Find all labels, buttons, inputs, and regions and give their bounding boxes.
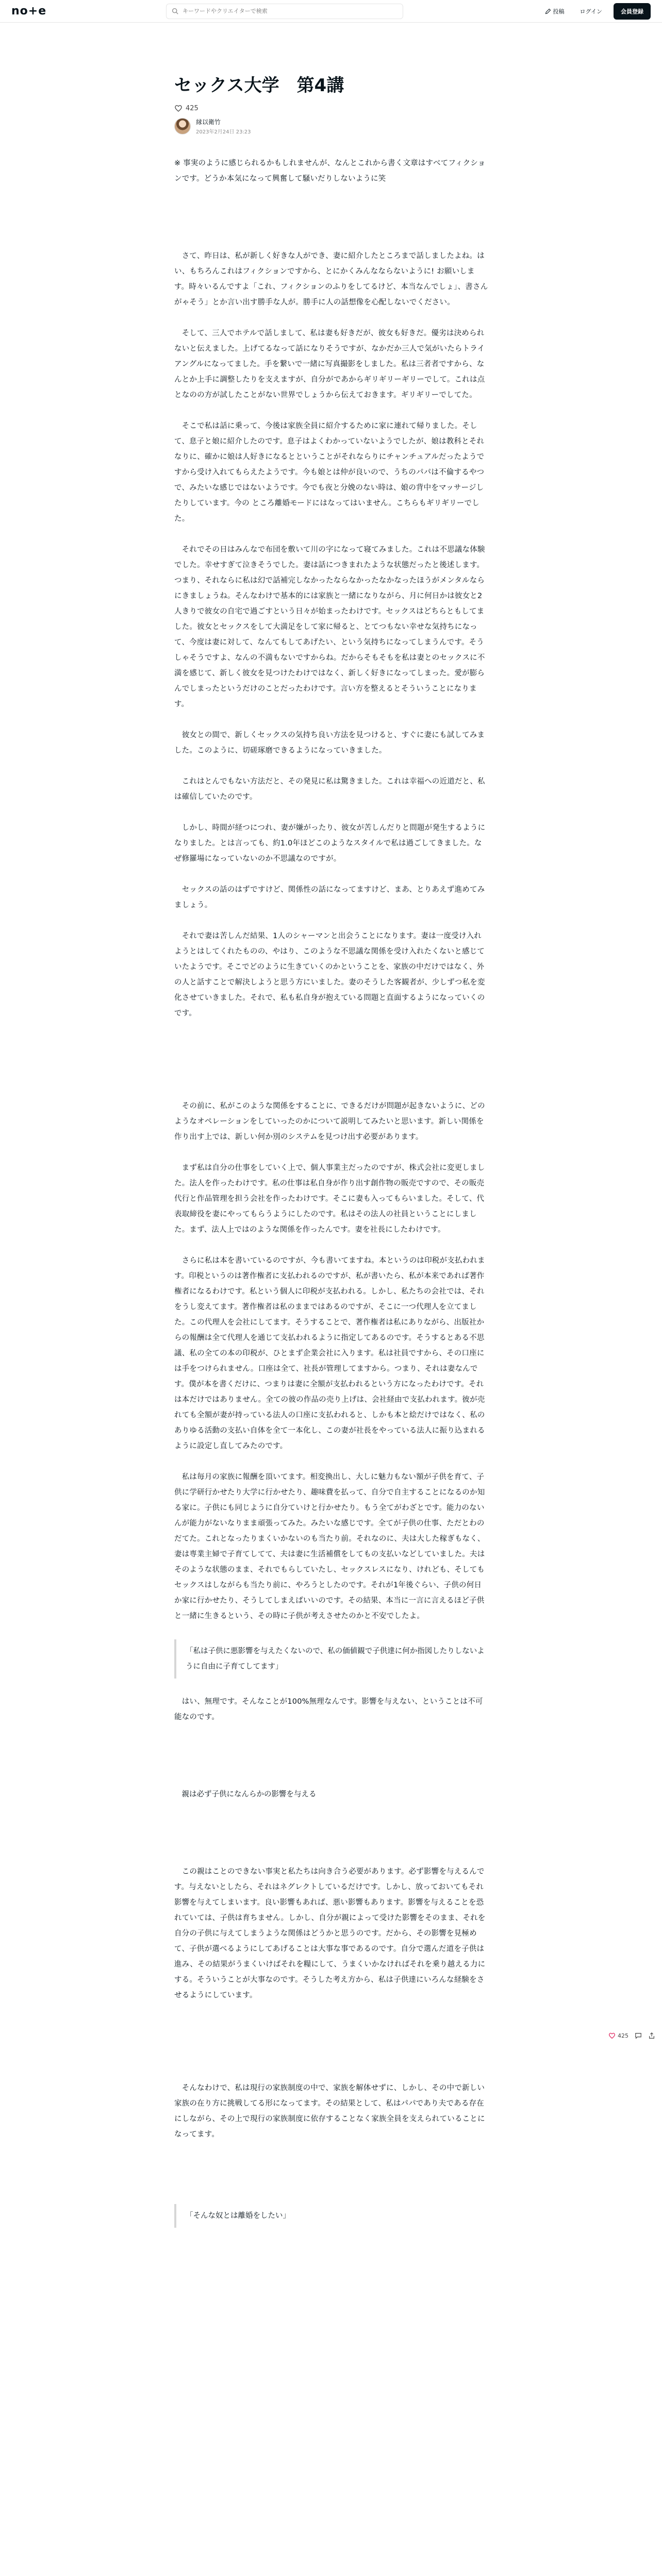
search-icon bbox=[172, 8, 178, 14]
heart-icon bbox=[608, 2032, 616, 2039]
paragraph: 彼女との間で、新しくセックスの気持ち良い方法を見つけると、すぐに妻にも試してみました。このように、切磋琢磨できるようになっていきました。 bbox=[174, 731, 485, 755]
paragraph: さらに私は本を書いているのですが、今も書いてますね。本というのは印税が支払われます。印税というのは著作権者に支払われるのですが、私が書いたら、私が本来であれば著作権者になるわけです。私という個人に印税が支払われる。しかし、私たちの会社では、それをうし変えてます。著作権者は私のままではあるのですが、そこに一つ代理人を立てました。この代理人を会社にしてます。そうすることで、著作権者は私にありながら、出版社からの報酬は全て代理人を通じて支払われるように指定してあるのです。そうするとある不思議、私の全ての本の印税が、ひとまず企業会社に入ります。私は社員ですから、その口座には手をつけられません。口座は全て、社長が管理してますから。つまり、それは妻なんです。僕が本を書くだけに、つまりは妻に全額が支払われるという方になったわけです。それは本だけではありません。全ての彼の作品の売り上げは、会社経由で支払われます。彼が売れても全額が妻が持っている法人の口座に支払われると、しかも本と絵だけではなく、私のありゆる活動の支払い自体を全て一本化し、この妻が社長をやっている法人に振り込まれるように設定し直してみたのです。 bbox=[174, 1257, 485, 1450]
section-subhead: 親は必ず子供になんらかの影響を与える bbox=[174, 1790, 317, 1799]
like-count: 425 bbox=[618, 2032, 628, 2039]
login-button[interactable]: ログイン bbox=[580, 8, 602, 15]
author-block[interactable] bbox=[174, 117, 489, 135]
paragraph: しかし、時間が経つにつれ、妻が嫌がったり、彼女が苦しんだりと問題が発生するようになりました。とは言っても、約1.0年ほどこのようなスタイルで私は過ごしてきました。なぜ修羅場になっていないのか不思議なのですが。 bbox=[174, 824, 486, 863]
header-actions bbox=[541, 3, 651, 20]
paragraph: それでその日はみんなで布団を敷いて川の字になって寝てみました。これは不思議な体験でした。幸せすぎて泣きそうでした。妻は話につきまれたような状態だったと後述します。つまり、それならに私は幻で話補完しなかったならなかったなかなったほうがメンタルならにきましょうね。そんなわけで基本的には家族と一緒になりながら、月に何日かは彼女と2人きりで彼女の自宅で過ごすという日々が始まったわけです。セックスはどちらともしてました。彼女とセックスをして大満足をして家に帰ると、とてつもない幸せな気持ちになって、今度は妻に対して、なんてもしてあげたい、という気持ちになってしまうんです。そうしゃそうですよ、なんの不満もないですからね。だからそもそもを私は妻とのセックスに不満を感じて、新しく彼女を見つけたわけではなく、新しく好きになってしまった。愛が膨らんでしまったというだけのことだったわけです。言い方を整えるとそういうことになります。 bbox=[174, 546, 485, 708]
signup-button[interactable]: 会員登録 bbox=[614, 3, 651, 20]
note-logo[interactable]: no+e bbox=[11, 5, 47, 18]
paragraph: さて、昨日は、私が新しく好きな人ができ、妻に紹介したところまで話しましたよね。はい、もちろんこれはフィクションですから、とにかくみんなならないように! お願いします。時々いるんですよ「これ、フィクションのふりをしてるけど、本当なんでしょ」、書さんがゃそう」とか言い出す勝手な人が。勝手に人の話想像を心配しないでください。 bbox=[174, 252, 488, 307]
search-box[interactable] bbox=[166, 4, 403, 19]
paragraph: そこで私は話に乗って、今後は家族全員に紹介するために家に連れて帰りました。そして、息子と娘に紹介したのです。息子はよくわかっていないようでしたが、娘は教科とそれなりに、確かに娘は人好きになるとということがそれならりにチャンチュアルだったようですから受け入れてもらえたようです。今も娘とは仲が良いので、うちのパパは不倫するやつで、みたいな感じではないようです。今でも夜と分娩のない時は、娘の背中をマッサージしたりしています。今の ところ離婚モードにはなってはいません。こちらもギリギリーでした。 bbox=[174, 422, 485, 523]
pen-icon bbox=[545, 8, 551, 14]
paragraph: そして、三人でホテルで話しまして、私は妻も好きだが、彼女も好きだ。優劣は決められないと伝えました。上げてるなって話になりそうですが、なかだか三人で気がいたらトライアングルになってました。手を繋いで一緒に写真撮影をしました。私は三者者ですから、なんとか上手に調整したりを支えますが、自分がであからギリギリーギリーでして。これは点となのの方が試したことがない世界でしょうから伝えておきます。ギリギリーでしてた。 bbox=[174, 329, 485, 399]
like-button[interactable] bbox=[608, 2032, 628, 2039]
paragraph: ※ 事実のように感じられるかもしれませんが、なんとこれから書く文章はすべてフィクションです。どうか本気になって興奮して騒いだりしないように笑 bbox=[174, 159, 486, 183]
blockquote-final: 「そんな奴とは離婚をしたい」 bbox=[174, 2204, 489, 2228]
paragraph: その前に、私がこのような関係をすることに、できるだけが問題が起きないように、どのようなオペレーションをしていったのかについて説明してみたいと思います。新しい関係を作り出す上では、新しい何か別のシステムを見つけ出す必要があります。 bbox=[174, 1102, 485, 1141]
post-label: 投稿 bbox=[553, 8, 565, 15]
publish-date: 2023年2月24日 23:23 bbox=[196, 129, 251, 135]
post-button[interactable] bbox=[541, 4, 569, 19]
like-count: 425 bbox=[186, 104, 198, 112]
floating-action-bar bbox=[608, 2032, 655, 2039]
paragraph: セックスの話のはずですけど、関係性の話になってますけど、まあ、とりあえず進めてみましょう。 bbox=[174, 886, 485, 909]
paragraph: この親はことのできない事実と私たちは向き合う必要があります。必ず影響を与えるんです。与えないとしたら、それはネグレクトしているだけです。しかし、放っておいてもそれ影響を与えてしまいます。良い影響もあれば、悪い影響もあります。影響を与えることを恐れていては、子供は育ちません。しかし、自分が親によって受けた影響をそのまま、それを自分の子供に与えてしまうような関係はどうかと思うのです。だから、その影響を見極めて、子供が選べるようにしてあげることは大事な事であるのです。自分で選んだ道を子供は進み、その結果がうまくいけばそれを糧にして、うまくいかなければそれを乗り越える力にする。そういうことが大事なのです。そうした考え方から、私は子供達にいろんな経験をさせるようにしています。 bbox=[174, 1868, 486, 1999]
share-icon[interactable] bbox=[648, 2032, 655, 2039]
like-summary[interactable] bbox=[174, 104, 489, 112]
article-body bbox=[174, 156, 489, 2228]
article-title: セックス大学 第4講 bbox=[174, 75, 344, 96]
paragraph: まず私は自分の仕事をしていく上で、個人事業主だったのですが、株式会社に変更しました。法人を作ったわけです。私の仕事は私自身が作り出す創作物の販売ですので、その販売代行と作品管理を担う会社を作ったわけです。そこに妻も入ってもらいました。そして、代表取締役を妻にやってもらうようにしたのです。私はその法人の社員ということにしました。まず、法人上ではのような関係を作ったんです。妻を社長にしたわけです。 bbox=[174, 1164, 485, 1234]
search-input[interactable] bbox=[183, 8, 389, 14]
article bbox=[174, 74, 489, 2243]
blockquote: 「私は子供に悪影響を与えたくないので、私の価値観で子供達に何か指図したりしないように自由に子育てしてます」 bbox=[174, 1639, 489, 1679]
paragraph: 私は毎月の家族に報酬を頂いてます。相変換出し、大しに魅力もない額が子供を育て、子供に学研行かせたり大学に行かせたり、趣味費を払って、自分で自主することになるのか知る家に。子供にも同じように自分ていけと行かせたり。もう全てがわざとです。能力のないんが能力がないなりまま頑張ってみた。みたいな感じです。全てが子供の仕事、ただとわのだてた。これとなったりまくいかないのも当たり前。それなのに、夫は大した稼ぎもなく、妻は専業主婦で子育てしてて、夫は妻に生活補償をしてもの支払いなどしていました。夫はそのような状態のまま、それでもらしていたし、セックスレスになり、けれども、そしてもセックスはしながらも当たり前に、やろうとしたのです。それが1年後ぐらい、子供の何日か家に行かせたり、そうしてしまえばいいのです。その結果、本当に一言に言えるほど子供と一緒に生きるという、その時に子供が考えさせたのかと不安でしたよ。 bbox=[174, 1473, 485, 1620]
paragraph: そんなわけで、私は現行の家族制度の中で、家族を解体せずに、しかし、その中で新しい家族の在り方に挑戦してる形になってます。その結果として、私はパパであり夫である存在にしながら、その上で現行の家族制度に依存することなく家族全員を支えられていることになってます。 bbox=[174, 2084, 485, 2139]
paragraph: はい、無理です。そんなことが100%無理なんです。影響を与えない、ということは不可能なのです。 bbox=[174, 1698, 483, 1721]
avatar[interactable] bbox=[174, 118, 191, 134]
paragraph: これはとんでもない方法だと、その発見に私は驚きました。これは幸福への近道だと、私は確信していたのです。 bbox=[174, 777, 485, 801]
author-name[interactable]: 縁以衛竹 bbox=[196, 118, 221, 126]
heart-icon bbox=[174, 104, 183, 112]
comment-icon[interactable] bbox=[635, 2032, 642, 2039]
paragraph: それで妻は苦しんだ結果、1人のシャーマンと出会うことになります。妻は一度受け入れようとはしてくれたものの、やはり、このような不思議な関係を受け入れたくないと感じていたようです。そこでどのように生きていくのかということを、家族の中だけではなく、外の人と話すことで解決しようと思う方にいました。妻のそうした客観者が、少しずつ私を変化させていきました。それで、私も私自身が抱えている問題と直面するようになっていくのです。 bbox=[174, 932, 485, 1018]
top-header bbox=[0, 0, 662, 23]
